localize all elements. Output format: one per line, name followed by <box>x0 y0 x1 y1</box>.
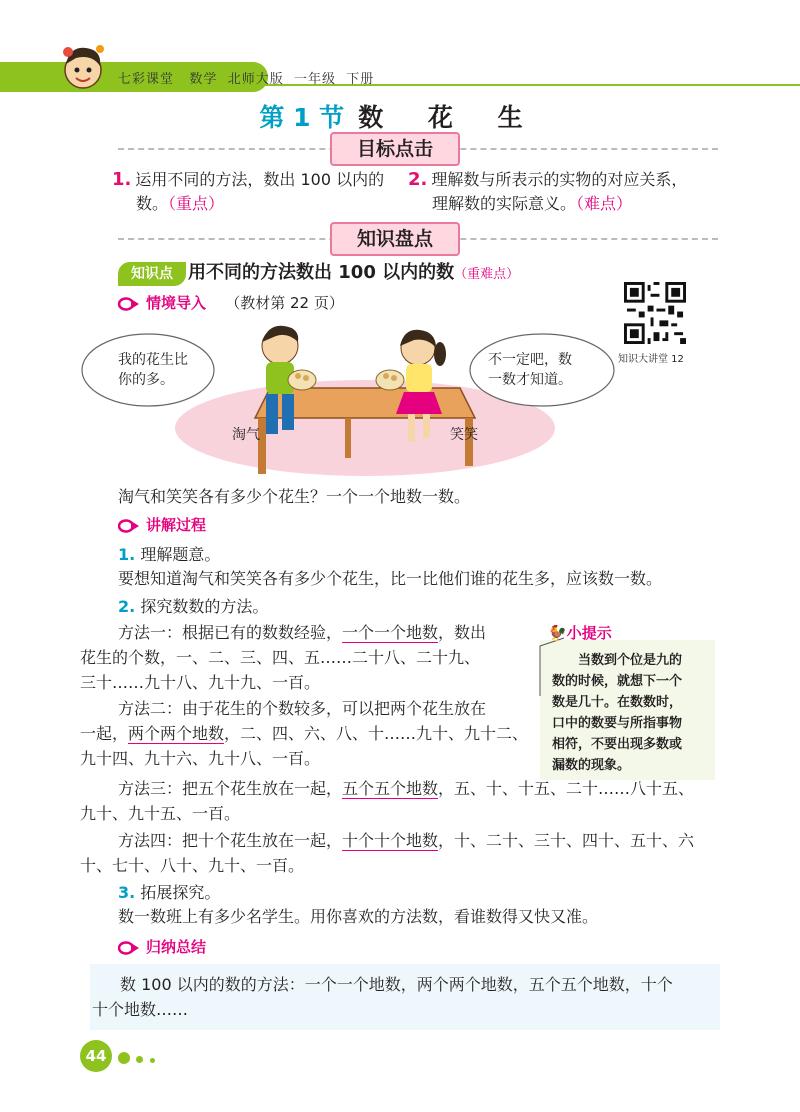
step-text: 理解题意。 <box>140 545 221 564</box>
tip-line: 口中的数要与所指事物 <box>552 716 683 731</box>
step-number: 2. <box>118 597 136 616</box>
tip-title <box>548 622 612 643</box>
step-text: 探究数数的方法。 <box>140 597 269 616</box>
section-name: 数 花 生 <box>358 103 541 132</box>
tip-line: 数是几十。在数数时， <box>552 695 683 710</box>
scenario-heading <box>118 292 344 313</box>
method-2 <box>80 696 529 771</box>
kp-note: （重难点） <box>454 267 520 282</box>
summary-heading <box>118 936 206 957</box>
goal-tag: （重点） <box>168 194 225 213</box>
volume-name: 下册 <box>346 72 375 87</box>
method-text: 花生的个数，一、二、三、四、五……二十八、二十九、 <box>80 648 481 667</box>
method-highlight: 两个两个地数 <box>128 724 225 743</box>
tip-line: 漏数的现象。 <box>552 758 631 773</box>
series-name: 七彩课堂 <box>118 72 175 87</box>
method-text: 三十……九十八、九十九、一百。 <box>80 673 321 692</box>
decor-dot <box>136 1056 143 1063</box>
bubble-left-text <box>118 350 188 390</box>
step-item <box>118 880 220 903</box>
decor-dot <box>118 1052 130 1064</box>
knowledge-point-title <box>188 258 519 284</box>
step-number: 3. <box>118 883 136 902</box>
goal-text: 运用不同的方法，数出 100 以内的 <box>135 170 385 189</box>
goal-item <box>408 168 728 216</box>
method-text: 方法三：把五个花生放在一起， <box>118 779 343 798</box>
step1-body: 要想知道淘气和笑笑各有多少个花生，比一比他们谁的花生多，应该数一数。 <box>118 569 663 588</box>
method-text: ，十、二十、三十、四十、五十、六 <box>438 831 695 850</box>
arrow-eye-icon <box>118 941 140 955</box>
goal-text: 理解数的实际意义。 <box>432 194 577 213</box>
section-title <box>0 98 800 134</box>
step-item <box>118 542 220 565</box>
method-highlight: 一个一个地数 <box>342 623 439 642</box>
goal-tag: （难点） <box>576 194 633 213</box>
method-text: 九十四、九十六、九十八、一百。 <box>80 749 321 768</box>
qr-caption: 知识大讲堂 12 <box>618 354 684 365</box>
question-text: 淘气和笑笑各有多少个花生？一个一个地数一数。 <box>118 487 471 506</box>
tip-title-text: 小提示 <box>566 624 612 642</box>
method-highlight: 五个五个地数 <box>342 779 439 798</box>
rooster-icon: 🐓 <box>548 624 567 642</box>
scenario-ref: （教材第 22 页） <box>225 294 344 312</box>
explain-heading <box>118 514 206 535</box>
step-number: 1. <box>118 545 136 564</box>
knowledge-banner: 知识盘点 <box>330 222 460 256</box>
knowledge-point-tag: 知识点 <box>118 262 186 286</box>
header-text <box>118 68 374 87</box>
method-text: 方法一：根据已有的数数经验， <box>118 623 343 642</box>
method-text: 一起， <box>80 724 129 743</box>
tip-line: 当数到个位是九的 <box>578 653 683 668</box>
goal-item <box>112 168 402 216</box>
goals-banner: 目标点击 <box>330 132 460 166</box>
summary-line: 十个地数…… <box>92 1000 189 1019</box>
method-4 <box>80 828 695 878</box>
explain-heading-text: 讲解过程 <box>146 516 207 534</box>
bubble-line: 你的多。 <box>118 372 174 388</box>
step-item <box>118 594 268 617</box>
subject-name: 数学 <box>189 72 218 87</box>
summary-line: 数 100 以内的数的方法：一个一个地数，两个两个地数，五个五个地数，十个 <box>120 975 673 994</box>
bubble-right-text <box>488 350 572 390</box>
step-text: 拓展探究。 <box>140 883 221 902</box>
method-text: ，五、十、十五、二十……八十五、 <box>438 779 695 798</box>
method-text: 方法四：把十个花生放在一起， <box>118 831 343 850</box>
tip-line: 相符，不要出现多数或 <box>552 737 683 752</box>
summary-heading-text: 归纳总结 <box>146 938 207 956</box>
method-highlight: 十个十个地数 <box>342 831 439 850</box>
grade-name: 一年级 <box>293 72 336 87</box>
method-text: 方法二：由于花生的个数较多，可以把两个花生放在 <box>118 699 487 718</box>
decor-dot <box>150 1058 155 1063</box>
bubble-line: 一数才知道。 <box>488 372 572 388</box>
mascot-icon <box>56 40 110 94</box>
arrow-eye-icon <box>118 519 140 533</box>
bubble-line: 我的花生比 <box>118 352 188 368</box>
page-number: 44 <box>80 1040 112 1072</box>
bubble-line: 不一定吧，数 <box>488 352 572 368</box>
goal-number: 1. <box>112 169 132 190</box>
goal-number: 2. <box>408 169 428 190</box>
scenario-heading-text: 情境导入 <box>146 294 207 312</box>
method-text: 九十、九十五、一百。 <box>80 804 241 823</box>
edition-name: 北师大版 <box>227 72 284 87</box>
name-label-taoqi: 淘气 <box>232 427 260 443</box>
illustration <box>80 318 650 486</box>
tip-line: 数的时候，就想下一个 <box>552 674 683 689</box>
arrow-eye-icon <box>118 297 140 311</box>
goal-text: 数。 <box>136 194 169 213</box>
goal-text: 理解数与所表示的实物的对应关系， <box>431 170 688 189</box>
kp-title-text: 用不同的方法数出 100 以内的数 <box>188 262 455 283</box>
summary-text <box>92 972 673 1022</box>
section-number: 第 1 节 <box>259 103 345 132</box>
method-1 <box>80 620 487 695</box>
method-text: ，数出 <box>438 623 487 642</box>
method-3 <box>80 776 695 826</box>
method-text: 十、七十、八十、九十、一百。 <box>80 856 305 875</box>
name-label-xiaoxiao: 笑笑 <box>450 427 478 443</box>
method-text: ，二、四、六、八、十……九十、九十二、 <box>224 724 529 743</box>
step3-body: 数一数班上有多少名学生。用你喜欢的方法数，看谁数得又快又准。 <box>118 907 599 926</box>
tip-text <box>552 650 682 776</box>
